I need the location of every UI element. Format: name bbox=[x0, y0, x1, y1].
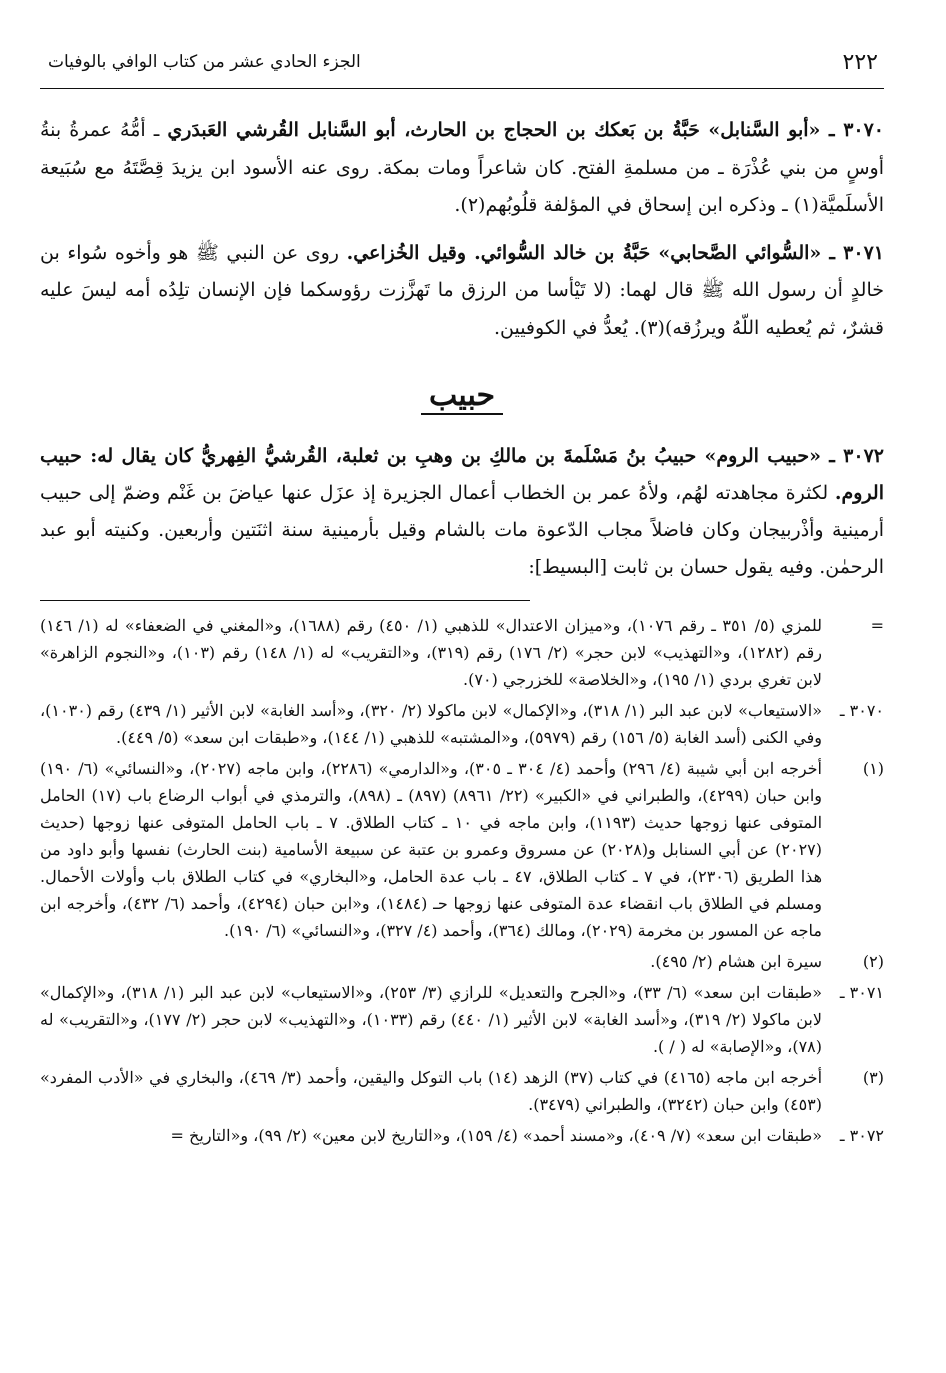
footnote bbox=[40, 697, 884, 751]
main-text bbox=[40, 112, 884, 357]
section-heading-text: حبيب bbox=[421, 378, 503, 415]
footnote bbox=[40, 1064, 884, 1118]
footnote bbox=[40, 1122, 884, 1149]
running-title: الجزء الحادي عشر من كتاب الوافي بالوفيات bbox=[48, 52, 361, 72]
book-page bbox=[40, 0, 884, 1373]
footnote-marker: ٣٠٧٢ ـ bbox=[839, 1126, 884, 1145]
entry-text: ـ أمُّهُ عمرةُ بنةُ أوسٍ من بني عُذْرَة ـ من مسلمةِ الفتح. كان شاعراً ومات بمكة. روى عنه الأسود ابن يزيدَ قِصَّتَهُ مع سُبَيعة الأسلَميَّة(١) ـ وذكره ابن إسحاق في المؤلفة قلُوبُهم(٢). bbox=[40, 119, 884, 216]
footnote-marker: = bbox=[870, 616, 884, 635]
footnote bbox=[40, 612, 884, 693]
footnote-text: «طبقات ابن سعد» (٧/ ٤٠٩)، و«مسند أحمد» (٤/ ١٥٩)، و«التاريخ لابن معين» (٢/ ٩٩)، و«التاريخ = bbox=[170, 1126, 822, 1145]
footnote-marker: (٣) bbox=[862, 1068, 884, 1087]
footnote-text: للمزي (٥/ ٣٥١ ـ رقم ١٠٧٦)، و«ميزان الاعتدال» للذهبي (١/ ٤٥٠) رقم (١٦٨٨)، و«المغني في الضعفاء» له (١/ ١٤٦) رقم (١٢٨٢)، و«التهذيب» لابن حجر» (٢/ ١٧٦) رقم (٣١٩)، و«التقريب» له (١/ ١٤٨) رقم (١٠٣)، و«النجوم الزاهرة» لابن تغري بردي (١/ ١٩٥)، و«الخلاصة» للخزرجي (٧٠). bbox=[40, 616, 822, 689]
entry-3070 bbox=[40, 112, 884, 225]
footnote-marker: ٣٠٧١ ـ bbox=[839, 983, 884, 1002]
section-heading bbox=[40, 378, 884, 415]
entry-heading: ٣٠٧٢ ـ «حبيب الروم» حبيبُ بنُ مَسْلَمةَ بن مالكِ بن وهبِ بن ثعلبة، القُرشيُّ الفِهريُّ كان يقال له: حبيب الروم. bbox=[40, 445, 884, 504]
footnote-text: أخرجه ابن أبي شيبة (٤/ ٢٩٦) وأحمد (٤/ ٣٠٤ ـ ٣٠٥)، و«الدارمي» (٢٢٨٦)، وابن ماجه (٢٠٢٧)، و«النسائي» (٦/ ١٩٠) وابن حبان (٤٢٩٩)، والطبراني في «الكبير» (٢٢/ ٨٩٦١) (٨٩٧) ـ (٨٩٨)، والترمذي في أبواب الرضاع باب (١٧) الحامل المتوفى عنها زوجها حديث (١١٩٣)، وابن ماجه في ١٠ ـ كتاب الطلاق. ٧ ـ باب الحامل المتوفى عنها زوجها (حديث (٢٠٢٧) عن أبي السنابل و(٢٠٢٨) عن مسروق وعمرو بن عتبة عن سبيعة الأسامية (بنت الحارث) نفسها وأبو داود من هذا الطريق (٢٣٠٦)، في ٧ ـ كتاب الطلاق، ٤٧ ـ باب عدة الحامل، و«البخاري» في كتاب الطلاق باب وأولات الأحمال. ومسلم في الطلاق باب انقضاء عدة المتوفى عنها زوجها حـ (١٤٨٤)، و«ابن حبان (٤٢٩٤)، وأحمد (٦/ ٤٣٢)، وأخرجه ابن ماجه عن المسور بن مخرمة (٢٠٢٩)، ومالك (٣٦٤)، وأحمد (٤/ ٣٢٧)، و«النسائي» (٦/ ١٩٠). bbox=[40, 759, 823, 940]
entry-3072 bbox=[40, 438, 884, 586]
footnote bbox=[40, 948, 884, 975]
page-header bbox=[40, 44, 884, 89]
footnote-text: «الاستيعاب» لابن عبد البر (١/ ٣١٨)، و«الإكمال» لابن ماكولا (٢/ ٣٢٠)، و«أسد الغابة» لابن الأثير (١/ ٤٣٩) رقم (١٠٣٠)، وفي الكنى (أسد الغابة (٥/ ١٥٦) رقم (٥٩٧٩)، و«المشتبه» للذهبي (١/ ١٤٤)، و«طبقات ابن سعد» (٥/ ٤٤٩). bbox=[40, 701, 823, 747]
footnotes bbox=[40, 612, 884, 1153]
footnote bbox=[40, 755, 884, 944]
footnote-marker: ٣٠٧٠ ـ bbox=[839, 701, 884, 720]
footnote-text: أخرجه ابن ماجه (٤١٦٥) في كتاب (٣٧) الزهد (١٤) باب التوكل واليقين، وأحمد (٣/ ٤٦٩)، والبخاري في «الأدب المفرد» (٤٥٣) وابن حبان (٣٢٤٢)، والطبراني (٣٤٧٩). bbox=[40, 1068, 823, 1114]
footnote-text: سيرة ابن هشام (٢/ ٤٩٥). bbox=[650, 952, 822, 971]
entry-heading: ٣٠٧١ ـ «السُّوائي الصَّحابي» حَبَّةُ بن خالد السُّوائي. وقيل الخُزاعي. bbox=[346, 241, 884, 264]
entry-heading: ٣٠٧٠ ـ «أبو السَّنابل» حَبَّةُ بن بَعكك بن الحجاج بن الحارث، أبو السَّنابل القُرشي العَبدَري bbox=[167, 119, 885, 141]
page-number: ٢٢٢ bbox=[842, 50, 878, 75]
entry-text: لكثرة مجاهدته لهُم، ولأهُ عمر بن الخطاب أعمال الجزيرة إذ عزَل عنها عياضَ بن غَنْم وضمّ إلى حبيب أرمينية وأذْربيجان وكان فاضلاً مجاب الدّعوة مات بالشام وقيل بأرمينية سنة اثنَتين وأربعين. وكنيته أبو عبد الرحمٰن. وفيه يقول حسان بن ثابت [البسيط]: bbox=[40, 482, 884, 578]
footnote-divider bbox=[40, 600, 530, 601]
footnote-text: «طبقات ابن سعد» (٦/ ٣٣)، و«الجرح والتعديل» للرازي (٣/ ٢٥٣)، و«الاستيعاب» لابن عبد البر (١/ ٣١٨)، و«الإكمال» لابن ماكولا (٢/ ٣١٩)، و«أسد الغابة» لابن الأثير (١/ ٤٤٠) رقم (١٠٣٣)، و«التهذيب» لابن حجر (٢/ ١٧٧)، و«التقريب» له (٧٨)، و«الإصابة» له ( / ). bbox=[40, 983, 823, 1056]
entry-text: روى عن النبي ﷺ هو وأخوه سُواء بن خالدٍ أن رسول الله ﷺ قال لهما: (لا تَيْأسا من الرزق ما تَهزَّزت رؤوسكما فإن الإنسان تلِدُه أمه ليسَ عليه قشرٌ، ثم يُعطيه اللّهُ ويرزُقه)(٣). يُعدُّ في الكوفيين. bbox=[40, 241, 884, 339]
footnote bbox=[40, 979, 884, 1060]
entry-3071 bbox=[40, 235, 884, 348]
footnote-marker: (٢) bbox=[862, 952, 884, 971]
footnote-marker: (١) bbox=[862, 759, 884, 778]
